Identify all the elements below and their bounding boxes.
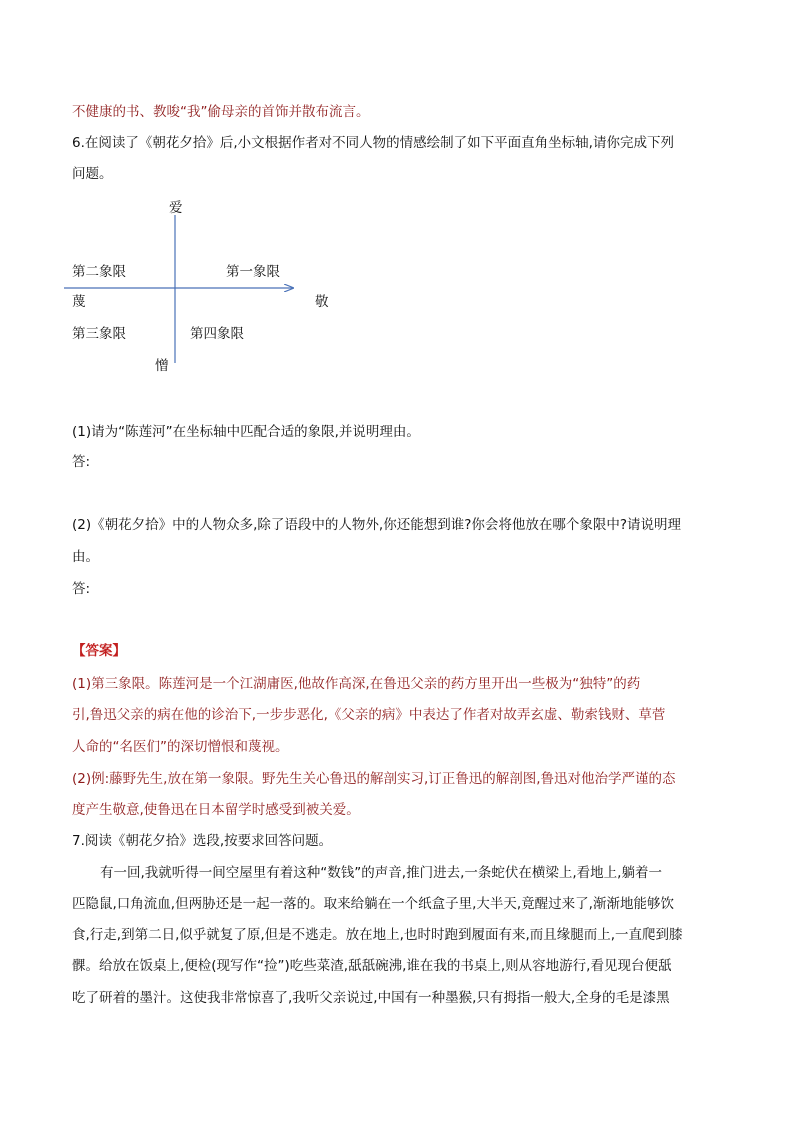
question-6-line-2: 问题。 (72, 166, 113, 182)
answer-1-line-2: 引,鲁迅父亲的病在他的诊治下,一步步恶化,《父亲的病》中表达了作者对故弄玄虚、勒索钱财、草菅 (72, 707, 666, 723)
answer-2-line-1: (2)例:藤野先生,放在第一象限。野先生关心鲁迅的解剖实习,订正鲁迅的解剖图,鲁迅对他治学严谨的态 (72, 771, 676, 787)
answer-heading: 【答案】 (72, 643, 126, 659)
answer-blank-1: 答: (72, 454, 91, 470)
axis-label-love: 爱 (169, 200, 183, 216)
continued-answer-line: 不健康的书、教唆“我”偷母亲的首饰并散布流言。 (72, 104, 370, 120)
passage-line-4: 髁。给放在饭桌上,便检(现写作“捡”)吃些菜渣,舐舐碗沸,谁在我的书桌上,则从容地游行,看见现台便舐 (72, 958, 672, 974)
answer-blank-2: 答: (72, 581, 91, 597)
quadrant-3-label: 第三象限 (72, 326, 126, 342)
quadrant-1-label: 第一象限 (226, 264, 280, 280)
quadrant-4-label: 第四象限 (190, 326, 244, 342)
axis-label-respect: 敬 (315, 294, 329, 310)
answer-2-line-2: 度产生敬意,使鲁迅在日本留学时感受到被关爱。 (72, 802, 360, 818)
sub-question-2-line-1: (2)《朝花夕拾》中的人物众多,除了语段中的人物外,你还能想到谁?你会将他放在哪个象限中?请说明理 (72, 517, 682, 533)
passage-line-5: 吃了研着的墨汁。这使我非常惊喜了,我听父亲说过,中国有一种墨猴,只有拇指一般大,全身的毛是漆黑 (72, 990, 670, 1006)
answer-1-line-3: 人命的“名医们”的深切憎恨和蔑视。 (72, 739, 289, 755)
sub-question-1: (1)请为“陈莲河”在坐标轴中匹配合适的象限,并说明理由。 (72, 424, 420, 440)
answer-1-line-1: (1)第三象限。陈莲河是一个江湖庸医,他故作高深,在鲁迅父亲的药方里开出一些极为“独特”的药 (72, 676, 641, 692)
axis-label-hate: 憎 (155, 358, 169, 374)
quadrant-2-label: 第二象限 (72, 264, 126, 280)
axis-label-contempt: 蔑 (72, 294, 86, 310)
sub-question-2-line-2: 由。 (72, 549, 99, 565)
passage-line-1: 有一回,我就听得一间空屋里有着这种“数钱”的声音,推门进去,一条蛇伏在横梁上,看地上,躺着一 (100, 865, 662, 881)
passage-line-3: 食,行走,到第二日,似乎就复了原,但是不逃走。放在地上,也时时跑到履面有来,而且缘腿而上,一直爬到膝 (72, 927, 683, 943)
passage-line-2: 匹隐鼠,口角流血,但两胁还是一起一落的。取来给躺在一个纸盒子里,大半天,竟醒过来了,渐渐地能够饮 (72, 896, 674, 912)
question-7: 7.阅读《朝花夕拾》选段,按要求回答问题。 (72, 833, 333, 849)
question-6-line-1: 6.在阅读了《朝花夕拾》后,小文根据作者对不同人物的情感绘制了如下平面直角坐标轴,请你完成下列 (72, 135, 674, 151)
